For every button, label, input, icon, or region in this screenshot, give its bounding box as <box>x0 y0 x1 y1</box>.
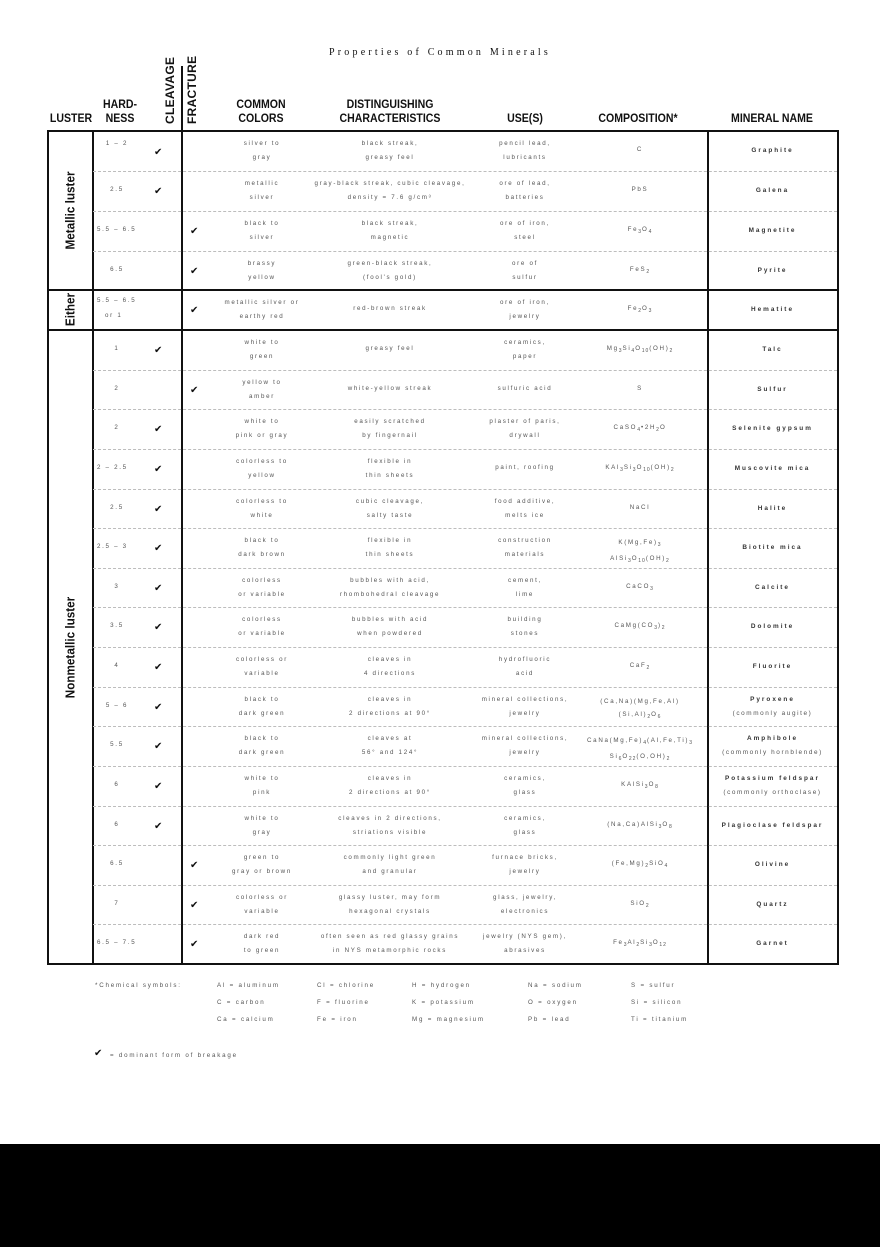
uses-line-1: plaster of paris, <box>489 418 561 425</box>
common-colors-line-1: black to <box>244 537 280 544</box>
hardness-value: 1 <box>114 345 120 352</box>
row-separator <box>93 607 837 608</box>
uses-line-1: glass, jewelry, <box>493 893 557 901</box>
mineral-name: Talc <box>762 346 783 353</box>
distinguishing-line-2: when powdered <box>357 630 423 637</box>
group-divider <box>47 329 839 331</box>
table-bottom-border <box>47 963 839 965</box>
hardness-value-alt: or 1 <box>105 312 123 319</box>
common-colors-line-2: pink <box>252 789 272 796</box>
cleavage-check-icon: ✔ <box>154 662 163 673</box>
mineral-name: Potassium feldspar <box>725 775 820 782</box>
hardness-value: 5.5 – 6.5 <box>97 297 137 304</box>
chemical-symbol-entry: Cl = chlorine <box>317 982 375 989</box>
mineral-name: Hematite <box>751 306 794 313</box>
hardness-value: 2 <box>114 424 120 431</box>
chemical-symbol-entry: C = carbon <box>217 999 266 1006</box>
hardness-value: 6.5 <box>110 265 124 273</box>
chemical-symbol-entry: H = hydrogen <box>412 982 471 989</box>
distinguishing-line-2: density = 7.6 g/cm³ <box>347 194 433 201</box>
row-separator <box>93 489 837 490</box>
common-colors-line-1: yellow to <box>242 378 282 386</box>
hardness-value: 3.5 <box>110 622 124 629</box>
mineral-name-note: (commonly orthoclase) <box>723 789 822 796</box>
mineral-name: Dolomite <box>750 623 795 630</box>
hardness-value: 2.5 <box>110 186 124 193</box>
header-colors-2: COLORS <box>238 111 284 125</box>
common-colors-line-1: black to <box>244 695 280 703</box>
composition: $Fe_2O_3$ <box>627 305 653 314</box>
common-colors-line-1: silver to <box>243 140 281 147</box>
header-hardness-1: HARD- <box>102 97 138 111</box>
common-colors-line-2: gray or brown <box>232 868 292 875</box>
uses-line-1: jewelry (NYS gem), <box>483 933 567 940</box>
row-separator <box>93 924 837 925</box>
mineral-name: Pyrite <box>757 266 788 274</box>
chemical-symbol-entry: Ti = titanium <box>631 1016 689 1023</box>
uses-line-2: jewelry <box>509 868 541 875</box>
distinguishing-line-1: gray-black streak, cubic cleavage, <box>314 180 466 187</box>
distinguishing-line-2: 2 directions at 90° <box>349 789 431 796</box>
common-colors-line-1: white to <box>244 775 280 782</box>
chemical-symbol-entry: Al = aluminum <box>217 982 280 989</box>
common-colors-line-2: dark brown <box>238 551 286 558</box>
mineral-name: Galena <box>755 187 790 194</box>
row-separator <box>93 687 837 688</box>
composition: $CaMg(CO_3)_2$ <box>614 622 666 631</box>
uses-line-1: ore of iron, <box>500 299 550 306</box>
hardness-value: 5.5 <box>110 741 124 748</box>
hardness-value: 6 <box>114 781 120 788</box>
table-top-border <box>47 130 839 132</box>
common-colors-line-2: yellow <box>248 273 276 281</box>
uses-line-1: construction <box>498 537 552 544</box>
row-separator <box>93 766 837 767</box>
common-colors-line-2: silver <box>249 234 275 241</box>
header-dist-1: DISTINGUISHING <box>346 97 434 111</box>
row-separator <box>93 845 837 846</box>
group-either: Either <box>62 292 78 327</box>
common-colors-line-2: earthy red <box>239 313 285 320</box>
cleavage-check-icon: ✔ <box>154 701 163 713</box>
common-colors-line-1: black to <box>244 220 280 227</box>
chemical-symbol-entry: Na = sodium <box>528 982 583 989</box>
uses-line-1: ore of lead, <box>499 180 551 187</box>
composition: $(Fe,Mg)_2SiO_4$ <box>611 860 669 869</box>
common-colors-line-1: colorless to <box>236 497 288 505</box>
distinguishing-line-2: thin sheets <box>365 551 415 558</box>
distinguishing-line-1: green-black streak, <box>347 259 433 267</box>
uses-line-2: lubricants <box>503 154 547 161</box>
common-colors-line-2: variable <box>244 907 280 915</box>
composition: $Fe_3O_4$ <box>627 226 653 235</box>
uses-line-2: abrasives <box>504 947 546 954</box>
uses-line-2: materials <box>504 551 546 558</box>
mineral-name: Halite <box>757 504 788 512</box>
mineral-name: Sulfur <box>757 385 788 393</box>
fracture-check-icon: ✔ <box>190 860 199 871</box>
mineral-name: Plagioclase feldspar <box>721 821 824 829</box>
hardness-value: 2.5 <box>110 503 124 511</box>
row-separator <box>93 409 837 410</box>
hardness-value: 6.5 <box>110 860 124 867</box>
uses-line-2: glass <box>513 828 537 836</box>
uses-line-1: ore of iron, <box>500 220 550 227</box>
uses-line-2: jewelry <box>509 749 541 756</box>
hardness-value: 2.5 – 3 <box>97 543 128 550</box>
composition: CaF$_2$ <box>629 662 651 671</box>
common-colors-line-2: yellow <box>248 472 276 479</box>
hardness-value: 3 <box>114 582 120 590</box>
mineral-name: Quartz <box>756 900 789 908</box>
composition: CaCO$_3$ <box>626 582 654 592</box>
distinguishing-line-1: black streak, <box>361 140 419 147</box>
group-divider <box>47 289 839 291</box>
mineral-name: Amphibole <box>746 735 799 742</box>
mineral-name: Olivine <box>754 861 791 868</box>
uses-line-1: ceramics, <box>504 339 546 346</box>
uses-line-2: batteries <box>505 194 545 201</box>
hardness-value: 1 – 2 <box>105 140 129 147</box>
page-title: Properties of Common Minerals <box>329 47 551 58</box>
cleavage-check-icon: ✔ <box>154 543 163 554</box>
common-colors-line-1: dark red <box>243 933 281 940</box>
uses-line-1: ceramics, <box>504 775 546 782</box>
mineral-name-note: (commonly hornblende) <box>722 749 823 756</box>
cleavage-check-icon: ✔ <box>154 147 163 158</box>
distinguishing-line-1: often seen as red glassy grains <box>320 933 460 940</box>
distinguishing-line-1: flexible in <box>367 458 413 465</box>
common-colors-line-1: black to <box>244 735 280 742</box>
fracture-check-icon: ✔ <box>190 226 199 237</box>
common-colors-line-1: white to <box>244 339 280 346</box>
common-colors-line-2: silver <box>249 194 275 201</box>
cleavage-check-icon: ✔ <box>154 186 163 197</box>
distinguishing-line-2: rhombohedral cleavage <box>339 590 441 598</box>
common-colors-line-2: amber <box>248 392 276 400</box>
group-nonmetallic-luster: Nonmetallic luster <box>62 596 78 699</box>
distinguishing-line-1: black streak, <box>361 220 419 227</box>
row-separator <box>93 171 837 172</box>
uses-line-1: mineral collections, <box>481 735 569 742</box>
distinguishing-line-2: in NYS metamorphic rocks <box>332 947 448 954</box>
distinguishing-line-2: 2 directions at 90° <box>349 709 431 717</box>
composition: $KAlSi_3O_8$ <box>621 781 659 790</box>
composition: S <box>637 384 643 392</box>
distinguishing-line-2: (fool's gold) <box>363 273 417 281</box>
header-uses: USE(S) <box>507 111 543 125</box>
header-luster: LUSTER <box>49 111 93 125</box>
uses-line-1: mineral collections, <box>481 695 569 703</box>
common-colors-line-2: or variable <box>238 590 286 598</box>
bottom-black-band <box>0 1144 880 1247</box>
hardness-value: 6 <box>114 820 120 828</box>
uses-line-1: hydrofluoric <box>498 656 552 663</box>
uses-line-1: ore of <box>511 259 539 267</box>
column-divider <box>92 130 94 965</box>
distinguishing-line-1: white-yellow streak <box>347 384 433 392</box>
composition: $(Na,Ca)AlSi_3O_8$ <box>607 820 673 830</box>
distinguishing-line-2: magnetic <box>370 234 410 241</box>
chemical-symbol-entry: S = sulfur <box>631 982 676 989</box>
chemical-symbol-entry: Pb = lead <box>528 1016 571 1023</box>
distinguishing-line-2: greasy feel <box>365 154 415 161</box>
common-colors-line-2: gray <box>252 154 272 161</box>
uses-line-2: drywall <box>509 432 541 439</box>
hardness-value: 4 <box>114 662 120 669</box>
composition: NaCl <box>629 503 651 511</box>
uses-line-2: melts ice <box>505 511 545 519</box>
cleavage-check-icon: ✔ <box>154 345 163 356</box>
distinguishing-line-2: 4 directions <box>363 670 417 677</box>
header-cleavage: CLEAVAGE <box>163 56 177 124</box>
uses-line-1: furnace bricks, <box>492 854 558 861</box>
distinguishing-line-1: cleaves in 2 directions, <box>338 814 442 822</box>
distinguishing-line-1: bubbles with acid, <box>350 576 430 584</box>
hardness-value: 2 – 2.5 <box>97 464 128 471</box>
chemical-symbol-entry: Si = silicon <box>631 999 683 1006</box>
row-separator <box>93 568 837 569</box>
composition: $CaNa(Mg,Fe)_4(Al,Fe,Ti)_3$ $Si_6O_{22}(O,OH)_2$ <box>587 737 693 762</box>
composition: (Ca,Na)(Mg,Fe,Al) $(Si,Al)_2O_6$ <box>600 697 680 720</box>
common-colors-line-1: green to <box>243 854 281 861</box>
chemical-symbol-entry: F = fluorine <box>317 999 370 1006</box>
uses-line-1: pencil lead, <box>499 140 551 147</box>
row-separator <box>93 449 837 450</box>
common-colors-line-1: metallic silver or <box>224 299 300 306</box>
chemical-symbol-entry: Ca = calcium <box>217 1016 275 1023</box>
common-colors-line-2: white <box>250 511 274 519</box>
common-colors-line-1: colorless or <box>235 893 289 901</box>
mineral-name: Muscovite mica <box>734 465 811 472</box>
composition: $Fe_3Al_2Si_3O_{12}$ <box>613 939 667 948</box>
mineral-name: Selenite gypsum <box>732 425 813 432</box>
mineral-name: Graphite <box>751 147 794 154</box>
row-separator <box>93 251 837 252</box>
common-colors-line-1: colorless or <box>235 656 289 663</box>
uses-line-2: sulfur <box>512 273 538 281</box>
row-separator <box>93 528 837 529</box>
common-colors-line-1: colorless <box>242 576 282 584</box>
chemical-symbol-entry: Mg = magnesium <box>412 1016 485 1023</box>
header-dist-2: CHARACTERISTICS <box>339 111 441 125</box>
row-separator <box>93 885 837 886</box>
distinguishing-line-1: greasy feel <box>365 345 415 352</box>
row-separator <box>93 370 837 371</box>
composition: PbS <box>631 186 649 193</box>
common-colors-line-2: variable <box>244 670 280 677</box>
mineral-name: Garnet <box>756 940 789 947</box>
distinguishing-line-1: commonly light green <box>343 854 437 861</box>
common-colors-line-1: white to <box>244 418 280 425</box>
legend-label: *Chemical symbols: <box>95 982 182 989</box>
row-separator <box>93 647 837 648</box>
header-composition: COMPOSITION* <box>598 111 678 125</box>
chemical-symbol-entry: Fe = iron <box>317 1016 358 1023</box>
header-fracture: FRACTURE <box>185 55 199 124</box>
fracture-check-icon: ✔ <box>190 305 199 316</box>
distinguishing-line-1: cleaves at <box>367 735 413 742</box>
distinguishing-line-2: striations visible <box>352 828 428 836</box>
common-colors-line-2: gray <box>252 828 272 836</box>
uses-line-1: food additive, <box>494 497 556 505</box>
common-colors-line-1: colorless <box>242 616 282 623</box>
mineral-name: Magnetite <box>748 227 797 234</box>
mineral-name: Calcite <box>755 583 790 591</box>
common-colors-line-2: to green <box>243 947 281 954</box>
distinguishing-line-1: cubic cleavage, <box>355 497 425 505</box>
common-colors-line-1: white to <box>244 814 280 822</box>
composition: $Mg_3Si_4O_{10}(OH)_2$ <box>606 345 674 354</box>
cleavage-check-icon: ✔ <box>154 741 163 752</box>
cleavage-check-icon: ✔ <box>154 464 163 475</box>
column-divider <box>837 130 839 965</box>
cleavage-check-icon: ✔ <box>154 622 163 633</box>
distinguishing-line-2: thin sheets <box>365 472 415 479</box>
row-separator <box>93 806 837 807</box>
fracture-check-icon: ✔ <box>190 939 199 950</box>
common-colors-line-2: dark green <box>238 709 286 717</box>
common-colors-line-2: or variable <box>238 630 286 637</box>
row-separator <box>93 211 837 212</box>
distinguishing-line-1: flexible in <box>367 537 413 544</box>
row-separator <box>93 726 837 727</box>
cleavage-check-icon: ✔ <box>154 582 163 594</box>
chemical-symbol-entry: K = potassium <box>412 999 475 1006</box>
fracture-check-icon: ✔ <box>190 265 199 277</box>
uses-line-1: ceramics, <box>504 814 546 822</box>
distinguishing-line-2: salty taste <box>366 511 414 519</box>
distinguishing-line-2: and granular <box>362 868 418 875</box>
common-colors-line-1: metallic <box>244 180 280 187</box>
hardness-value: 5 – 6 <box>105 701 129 709</box>
uses-line-2: lime <box>515 590 535 598</box>
group-metallic-luster: Metallic luster <box>62 171 78 250</box>
header-hardness-2: NESS <box>105 111 135 125</box>
column-divider <box>47 130 49 965</box>
uses-line-2: paper <box>512 353 538 360</box>
uses-line-2: stones <box>510 630 540 637</box>
uses-line-2: electronics <box>500 907 550 915</box>
composition: SiO$_2$ <box>630 899 650 909</box>
legend-check-note: = dominant form of breakage <box>110 1052 238 1059</box>
uses-line-2: glass <box>513 789 537 796</box>
chemical-symbol-entry: O = oxygen <box>528 999 578 1006</box>
fracture-check-icon: ✔ <box>190 384 199 396</box>
distinguishing-line-1: easily scratched <box>354 418 426 425</box>
composition: C <box>636 146 644 153</box>
distinguishing-line-2: by fingernail <box>362 432 418 439</box>
header-mineral-name: MINERAL NAME <box>731 111 813 125</box>
mineral-name: Fluorite <box>752 663 793 670</box>
common-colors-line-1: brassy <box>247 259 277 267</box>
fracture-check-icon: ✔ <box>190 899 199 911</box>
distinguishing-line-2: 56° and 124° <box>361 749 419 756</box>
common-colors-line-2: pink or gray <box>235 432 289 439</box>
composition: FeS$_2$ <box>629 265 651 275</box>
composition: $CaSO_4•2H_2O$ <box>613 424 667 433</box>
header-colors-1: COMMON <box>236 97 286 111</box>
distinguishing-line-1: cleaves in <box>367 695 413 703</box>
check-icon: ✔ <box>94 1048 103 1059</box>
hardness-value: 6.5 – 7.5 <box>97 939 137 946</box>
mineral-name-note: (commonly augite) <box>732 709 813 717</box>
mineral-name: Biotite mica <box>742 544 803 551</box>
distinguishing-line-2: hexagonal crystals <box>349 907 431 915</box>
uses-line-2: acid <box>515 670 535 677</box>
distinguishing-line-1: glassy luster, may form <box>338 893 442 901</box>
cleavage-check-icon: ✔ <box>154 424 163 435</box>
uses-line-2: jewelry <box>509 709 541 717</box>
hardness-value: 5.5 – 6.5 <box>97 226 137 233</box>
cleavage-check-icon: ✔ <box>154 503 163 515</box>
common-colors-line-1: colorless to <box>236 458 288 465</box>
common-colors-line-2: dark green <box>238 749 286 756</box>
composition: $K(Mg,Fe)_3$ $AlSi_3O_{10}(OH)_2$ <box>610 539 670 564</box>
uses-line-2: jewelry <box>509 313 541 320</box>
cleavage-check-icon: ✔ <box>154 820 163 832</box>
composition: $KAl_3Si_3O_{10}(OH)_2$ <box>605 464 675 473</box>
hardness-value: 7 <box>114 899 120 907</box>
uses-line-1: cement, <box>508 576 542 584</box>
uses-line-1: paint, roofing <box>495 464 555 471</box>
distinguishing-line-1: red-brown streak <box>353 305 427 312</box>
uses-line-1: building <box>507 616 543 623</box>
uses-line-1: sulfuric acid <box>497 384 553 392</box>
mineral-name: Pyroxene <box>750 695 795 703</box>
common-colors-line-2: green <box>249 353 275 360</box>
distinguishing-line-1: cleaves in <box>367 656 413 663</box>
distinguishing-line-1: cleaves in <box>367 775 413 782</box>
hardness-value: 2 <box>114 384 120 392</box>
uses-line-2: steel <box>514 234 536 241</box>
cleavage-check-icon: ✔ <box>154 781 163 792</box>
distinguishing-line-1: bubbles with acid <box>351 616 429 623</box>
column-divider <box>181 66 183 965</box>
